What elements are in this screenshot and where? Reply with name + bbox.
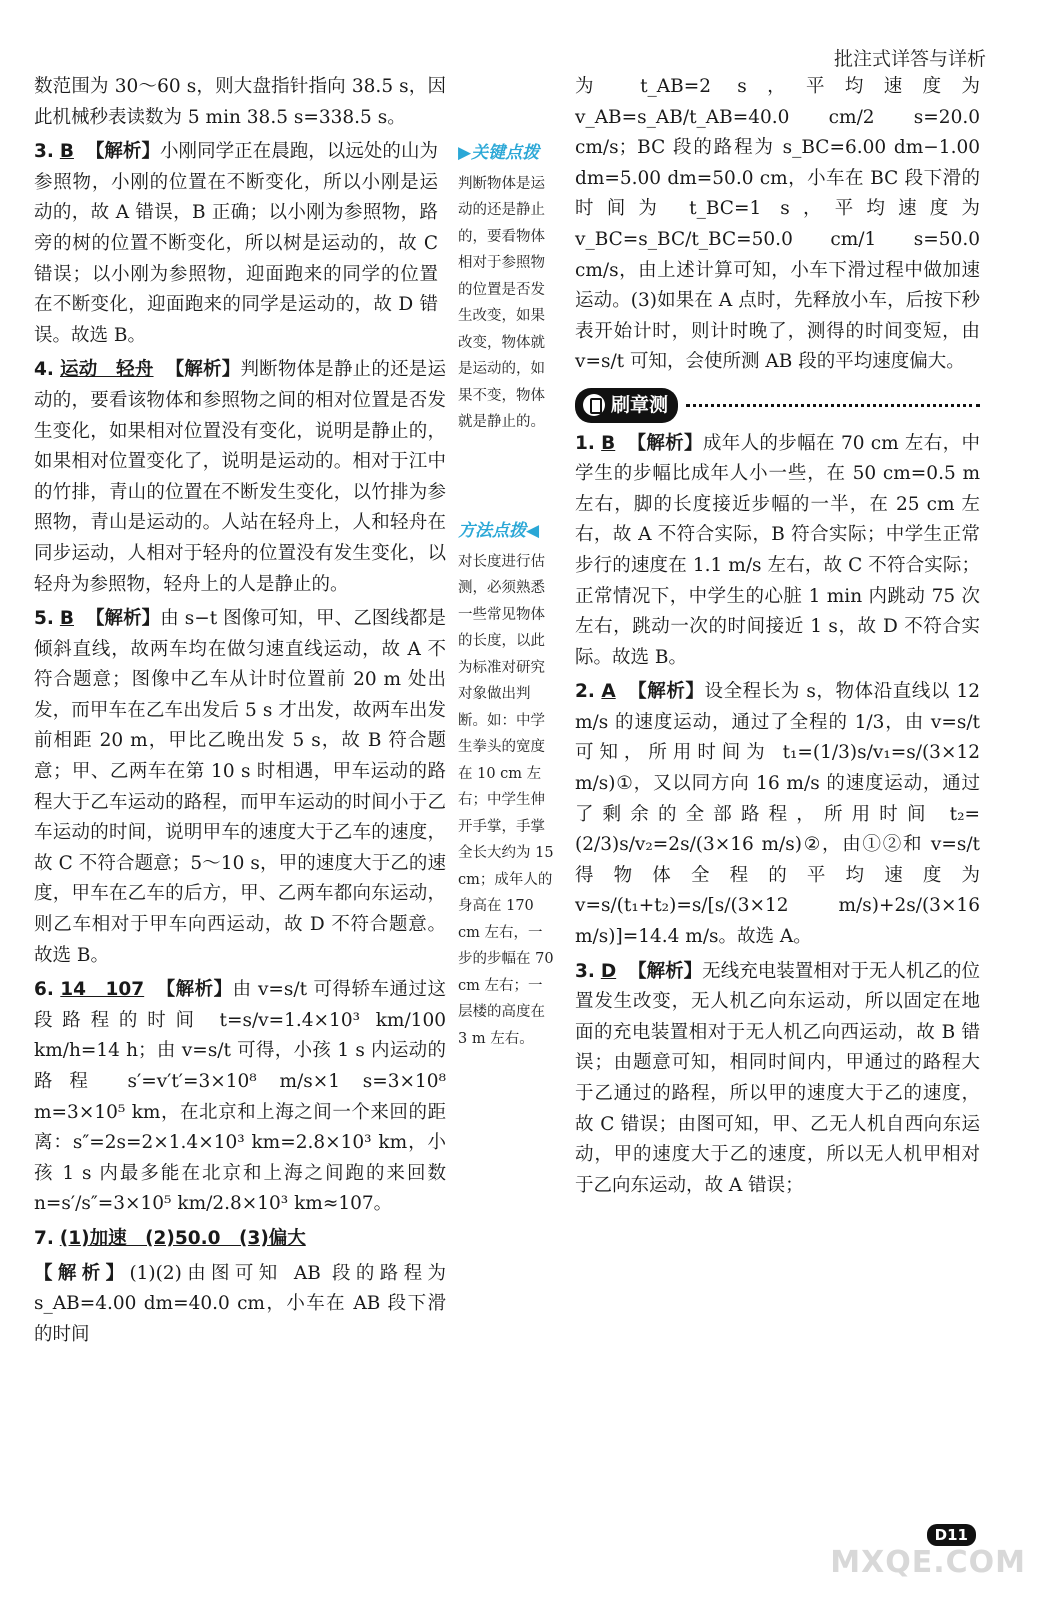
q-number: 7.: [34, 1227, 54, 1249]
right-column: [575, 72, 980, 1205]
left-block-3: [34, 604, 446, 971]
right-block-0: [575, 72, 980, 378]
q-text: 无线充电装置相对于无人机乙的位置发生改变，无人机乙向东运动，所以固定在地面的充电装置相对于无人机乙向西运动，故 B 错误；由题意可知，相同时间内，甲通过的路程大于乙通过的路程，所以甲的速度大于乙的速度，故 C 错误；由图可知，甲、乙无人机自西向东运动，甲的速度大于乙的速度，所以无人机甲相对于乙向东运动，故 A 错误；: [575, 960, 980, 1196]
left-block-5: [34, 1224, 446, 1255]
q-text: 设全程长为 s，物体沿直线以 12 m/s 的速度运动，通过了全程的 1/3，由 v=s/t 可知，所用时间为 t₁=(1/3)s/v₁=s/(3×12 m/s)①，又以同方向 16 m/s 的速度运动，通过了剩余的全部路程，所用时间 t₂=(2/3)s/v₂=2s/(3×16 m/s)②，由①②和 v=s/t 得物体全程的平均速度为 v=s/(t₁+t₂)=s/[s/(3×12 m/s)+2s/(3×16 m/s)]=14.4 m/s。故选 A。: [575, 681, 980, 948]
q-answer: (1)加速 (2)50.0 (3)偏大: [59, 1227, 306, 1249]
right-block-3: [575, 957, 980, 1202]
right-block-2: [575, 677, 980, 952]
q-answer: B: [59, 141, 74, 163]
q-number: 5.: [34, 608, 54, 630]
left-block-6: [34, 1259, 446, 1351]
side-note-title: 方法点拨◀: [458, 521, 540, 541]
analysis-tag: 【解析】: [165, 359, 241, 381]
q-text: 小刚同学正在晨跑，以远处的山为参照物，小刚的位置在不断变化，所以小刚是运动的，故 A 错误，B 正确；以小刚为参照物，路旁的树的位置不断变化，所以树是运动的，故 C 错误；以小刚为参照物，迎面跑来的同学的位置在不断变化，迎面跑来的同学是运动的，故 D 错误。故选 B。: [34, 141, 438, 346]
left-block-0: [34, 72, 446, 133]
analysis-tag: 【解析】: [627, 432, 703, 454]
analysis-tag: 【解析】: [85, 608, 161, 630]
side-note-text: 对长度进行估测，必须熟悉一些常见物体的长度，以此为标准对研究对象做出判断。如：中学生拳头的宽度在 10 cm 左右；中学生伸开手掌，手掌全长大约为 15 cm；成年人的身高在 170 cm 左右，一步的步幅在 70 cm 左右；一层楼的高度在 3 m 左右。: [458, 553, 554, 1047]
analysis-tag: 【解析】: [628, 681, 705, 703]
q-answer: B: [601, 432, 616, 454]
analysis-tag: 【解析】: [34, 1262, 130, 1284]
right-block-0-text: 为 t_AB=2 s，平均速度为 v_AB=s_AB/t_AB=40.0 cm/2 s=20.0 cm/s；BC 段的路程为 s_BC=6.00 dm−1.00 dm=5.00 dm=50.0 cm，小车在 BC 段下滑的时间为 t_BC=1 s，平均速度为 v_BC=s_BC/t_BC=50.0 cm/1 s=50.0 cm/s，由上述计算可知，小车下滑过程中做加速运动。(3)如果在 A 点时，先释放小车，后按下秒表开始计时，则计时晚了，测得的时间变短，由 v=s/t 可知，会使所测 AB 段的平均速度偏大。: [575, 76, 980, 373]
analysis-tag: 【解析】: [628, 960, 703, 982]
left-block-4: [34, 975, 446, 1220]
q-text: 由 s−t 图像可知，甲、乙图线都是倾斜直线，故两车均在做匀速直线运动，故 A 不符合题意；图像中乙车从计时位置前 20 m 处出发，而甲车在乙车出发后 5 s 才出发，故两车出发前相距 20 m，甲比乙晚出发 5 s，故 B 符合题意；甲、乙两车在第 10 s 时相遇，甲车运动的路程大于乙车运动的路程，而甲车运动的时间小于乙车运动的时间，说明甲车的速度大于乙车的速度，故 C 不符合题意；5～10 s，甲的速度大于乙的速度，甲车在乙车的后方，甲、乙两车都向东运动，则乙车相对于甲车向西运动，故 D 不符合题意。故选 B。: [34, 608, 446, 966]
q-text: 由 v=s/t 可得轿车通过这段路程的时间 t=s/v=1.4×10³ km/100 km/h=14 h；由 v=s/t 可得，小孩 1 s 内运动的路程 s′=v′t′=3×10⁸ m/s×1 s=3×10⁸ m=3×10⁵ km，在北京和上海之间一个来回的距离：s″=2s=2×1.4×10³ km=2.8×10³ km，小孩 1 s 内最多能在北京和上海之间跑的来回数 n=s′/s″=3×10⁵ km/2.8×10³ km≈107。: [34, 979, 446, 1215]
section-title: 刷章测: [611, 393, 669, 416]
analysis-tag: 【解析】: [156, 979, 233, 1001]
q-answer: A: [601, 681, 616, 703]
q-number: 1.: [575, 432, 595, 454]
book-icon: [583, 394, 605, 416]
q-number: 4.: [34, 359, 54, 381]
q-answer: D: [600, 960, 617, 982]
header-title: 批注式详答与详析: [833, 48, 986, 70]
q-number: 3.: [34, 141, 54, 163]
q-number: 6.: [34, 979, 54, 1001]
q-number: 2.: [575, 681, 595, 703]
analysis-tag: 【解析】: [85, 141, 160, 163]
left-block-0-text: 数范围为 30～60 s，则大盘指针指向 38.5 s，因此机械秒表读数为 5 min 38.5 s=338.5 s。: [34, 76, 446, 128]
left-block-2: [34, 355, 446, 600]
q-number: 3.: [575, 960, 595, 982]
watermark: MXQE.COM: [830, 1545, 1026, 1580]
left-column: [34, 72, 446, 1354]
q-answer: 运动 轻舟: [60, 359, 154, 381]
page-number: D11: [927, 1524, 976, 1546]
side-note-text: 判断物体是运动的还是静止的，要看物体相对于参照物的位置是否发生改变，如果改变，物体就是运动的，如果不变，物体就是静止的。: [458, 175, 545, 430]
q-text: 判断物体是静止的还是运动的，要看该物体和参照物之间的相对位置是否发生变化，如果相对位置没有变化，说明是静止的，如果相对位置变化了，说明是运动的。相对于江中的竹排，青山的位置在不断发生变化，以竹排为参照物，青山是运动的。人站在轻舟上，人和轻舟在同步运动，人相对于轻舟的位置没有发生变化，以轻舟为参照物，轻舟上的人是静止的。: [34, 359, 446, 595]
side-note-key-point: [458, 140, 556, 436]
right-block-1: [575, 429, 980, 674]
q-answer: 14 107: [60, 979, 145, 1001]
left-block-1: [34, 137, 438, 351]
section-header: [575, 388, 980, 423]
q-text: (1)(2)由图可知 AB 段的路程为 s_AB=4.00 dm=40.0 cm，小车在 AB 段下滑的时间: [34, 1262, 446, 1345]
q-answer: B: [59, 608, 74, 630]
side-note-title: ▶关键点拨: [458, 143, 540, 163]
section-badge: [575, 388, 678, 423]
section-divider: [686, 404, 980, 407]
q-text: 成年人的步幅在 70 cm 左右，中学生的步幅比成年人小一些，在 50 cm=0.5 m 左右，脚的长度接近步幅的一半，在 25 cm 左右，故 A 不符合实际，B 符合实际；中学生正常步行的速度在 1.1 m/s 左右，故 C 不符合实际；正常情况下，中学生的心脏 1 min 内跳动 75 次左右，跳动一次的时间接近 1 s，故 D 不符合实际。故选 B。: [575, 432, 981, 668]
side-note-method: [458, 518, 556, 1052]
